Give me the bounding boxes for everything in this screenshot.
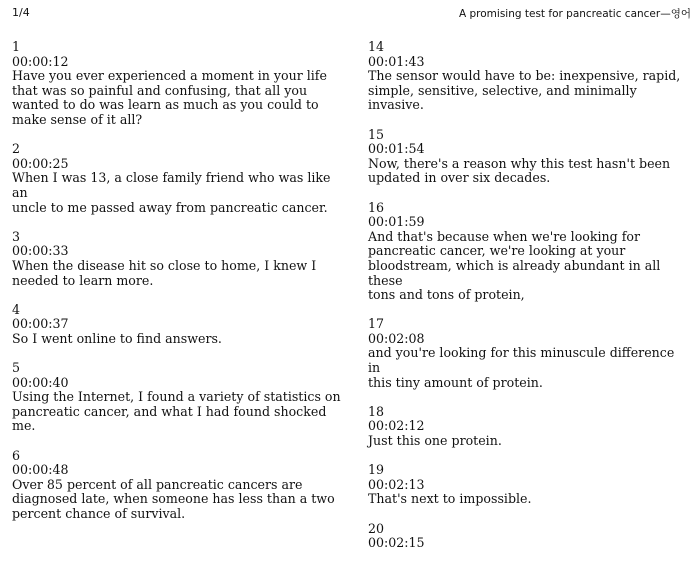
entry-text: So I went online to find answers. — [12, 330, 222, 346]
subtitle-entry — [12, 40, 342, 128]
page-number: 1/4 — [12, 6, 30, 19]
entry-number: 17 — [368, 316, 385, 332]
subtitle-entry — [12, 230, 342, 288]
entry-number: 2 — [12, 141, 21, 157]
entry-timestamp: 00:02:13 — [368, 476, 425, 492]
entry-timestamp: 00:01:54 — [368, 141, 425, 157]
entry-timestamp: 00:00:25 — [12, 155, 69, 171]
entry-timestamp: 00:01:59 — [368, 214, 425, 230]
entry-text: When I was 13, a close family friend who was like an uncle to me passed away from pancreatic cancer. — [12, 170, 331, 215]
entry-text: Over 85 percent of all pancreatic cancers are diagnosed late, when someone has less than a two percent chance of survival. — [12, 476, 335, 521]
entry-text: Now, there's a reason why this test hasn't been updated in over six decades. — [368, 155, 671, 186]
subtitle-entry — [368, 317, 688, 390]
entry-timestamp: 00:02:15 — [368, 535, 425, 551]
left-column — [12, 40, 342, 536]
right-column — [368, 40, 688, 565]
entry-number: 15 — [368, 126, 385, 142]
entry-timestamp: 00:00:37 — [12, 316, 69, 332]
entry-timestamp: 00:00:48 — [12, 462, 69, 478]
entry-text: Using the Internet, I found a variety of statistics on pancreatic cancer, and what I had found shocked me. — [12, 389, 341, 434]
entry-timestamp: 00:00:12 — [12, 53, 69, 69]
subtitle-entry — [368, 463, 688, 507]
entry-timestamp: 00:01:43 — [368, 53, 425, 69]
entry-timestamp: 00:02:08 — [368, 330, 425, 346]
entry-text: Have you ever experienced a moment in your life that was so painful and confusing, that all you wanted to do was learn as much as you could to make sense of it all? — [12, 68, 327, 127]
document-header-title: A promising test for pancreatic cancer—영어 — [458, 8, 691, 20]
subtitle-entry — [12, 303, 342, 347]
entry-text: Just this one protein. — [368, 433, 502, 449]
entry-number: 6 — [12, 447, 21, 463]
subtitle-entry — [368, 128, 688, 186]
subtitle-entry — [368, 201, 688, 303]
entry-number: 3 — [12, 228, 21, 244]
subtitle-entry — [368, 40, 688, 113]
entry-timestamp: 00:00:33 — [12, 243, 69, 259]
entry-text: That's next to impossible. — [368, 491, 532, 507]
subtitle-entry — [368, 405, 688, 449]
entry-text: And that's because when we're looking for pancreatic cancer, we're looking at your bloodstream, which is already abundant in all these tons and tons of protein, — [368, 228, 661, 303]
entry-text: When the disease hit so close to home, I knew I needed to learn more. — [12, 257, 317, 288]
entry-text: and you're looking for this minuscule difference in this tiny amount of protein. — [368, 345, 675, 390]
entry-number: 5 — [12, 360, 21, 376]
subtitle-entry — [368, 522, 688, 551]
entry-number: 19 — [368, 462, 385, 478]
entry-number: 1 — [12, 39, 21, 54]
entry-text: The sensor would have to be: inexpensive, rapid, simple, sensitive, selective, and minimally invasive. — [368, 68, 681, 113]
subtitle-entry — [12, 361, 342, 434]
entry-number: 18 — [368, 403, 385, 419]
entry-number: 4 — [12, 301, 21, 317]
entry-number: 14 — [368, 39, 385, 54]
entry-timestamp: 00:00:40 — [12, 374, 69, 390]
entry-number: 16 — [368, 199, 385, 215]
entry-number: 20 — [368, 520, 385, 536]
subtitle-entry — [12, 142, 342, 215]
subtitle-entry — [12, 449, 342, 522]
entry-timestamp: 00:02:12 — [368, 418, 425, 434]
